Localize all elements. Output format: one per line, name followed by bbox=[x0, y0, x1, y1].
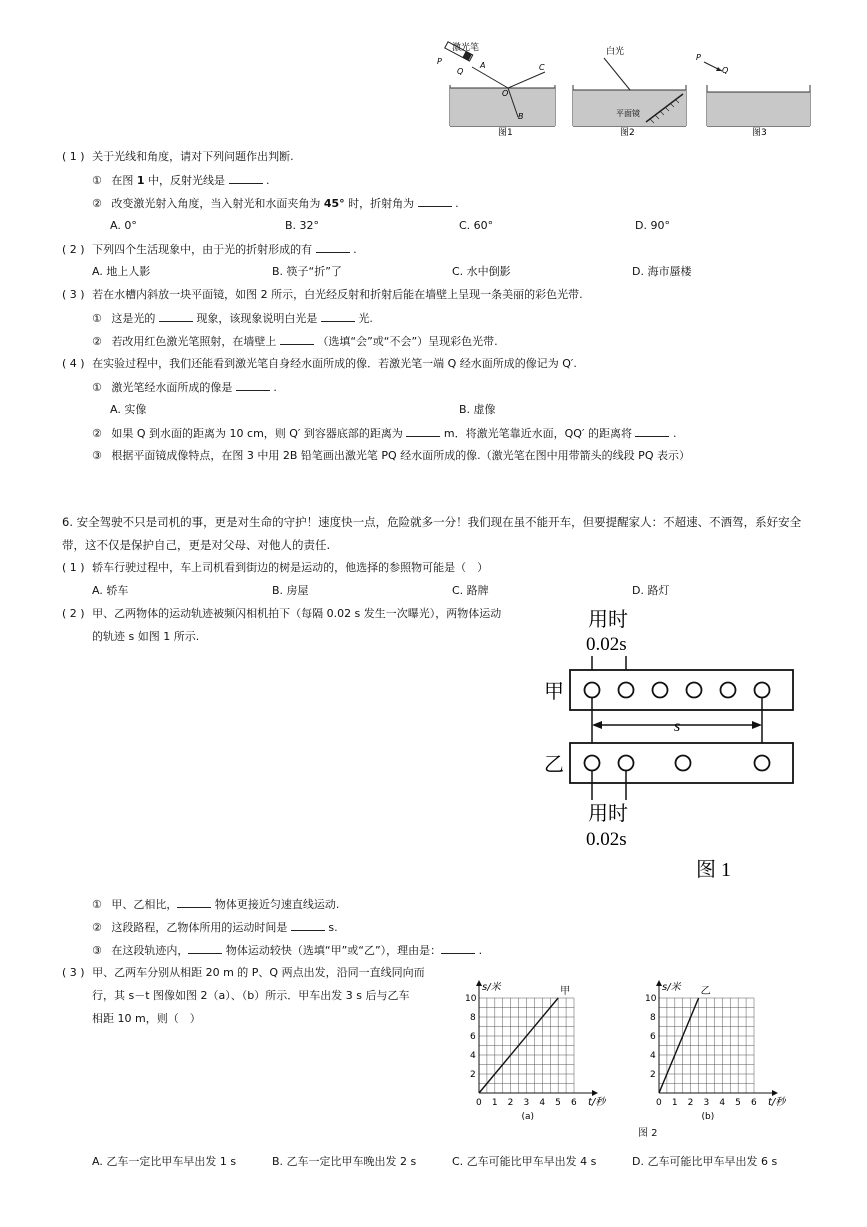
strobe-dot bbox=[755, 756, 770, 771]
answer-blank[interactable] bbox=[236, 380, 270, 391]
answer-blank[interactable] bbox=[159, 311, 193, 322]
answer-blank[interactable] bbox=[321, 311, 355, 322]
item-text: 中，反射光线是 bbox=[144, 174, 229, 187]
fig3-label-q: Q bbox=[722, 66, 729, 75]
sub-figure-label: (b) bbox=[701, 1112, 715, 1122]
row-label-yi: 乙 bbox=[544, 752, 564, 776]
q-light-part-2 bbox=[62, 242, 357, 257]
item-text: 现象，该现象说明白光是 bbox=[192, 312, 321, 325]
strobe-dot bbox=[755, 683, 770, 698]
item-bold: 1 bbox=[136, 174, 145, 187]
strobe-dot bbox=[619, 756, 634, 771]
item-text: 这是光的 bbox=[111, 312, 159, 325]
answer-blank[interactable] bbox=[418, 196, 452, 207]
x-tick-label: 1 bbox=[491, 1098, 498, 1108]
option-b[interactable]: B. 乙车一定比甲车晚出发 2 s bbox=[272, 1155, 417, 1168]
option-b[interactable]: B. 房屋 bbox=[272, 584, 309, 597]
option-b[interactable]: B. 虚像 bbox=[459, 403, 496, 416]
q6-intro-line-2: 带，这不仅是保护自己，更是对父母、对他人的责任. bbox=[62, 538, 331, 552]
item-number: ① bbox=[92, 898, 102, 911]
q6-part-2 bbox=[62, 607, 501, 621]
item-text: . bbox=[451, 197, 459, 210]
top-time-label: 用时 bbox=[588, 607, 628, 631]
bottom-time-label: 用时 bbox=[588, 801, 628, 825]
q-light-4-1 bbox=[92, 380, 277, 395]
series-label: 甲 bbox=[560, 986, 571, 997]
part-number: ( 2 ) bbox=[62, 243, 85, 256]
figure-3-tank bbox=[696, 40, 815, 138]
y-axis-label: s/米 bbox=[662, 982, 681, 993]
x-axis-label: t/秒 bbox=[588, 1097, 606, 1108]
part-number: ( 2 ) bbox=[62, 607, 85, 620]
fig1-label-b: B bbox=[518, 112, 524, 121]
item-text: 激光笔经水面所成的像是 bbox=[111, 381, 236, 394]
figure-2-caption: 图 2 bbox=[638, 1128, 658, 1139]
option-d[interactable]: D. 路灯 bbox=[632, 584, 670, 597]
fig2-light-label: 白光 bbox=[606, 47, 625, 57]
part-number: ( 1 ) bbox=[62, 561, 85, 574]
part-text: 关于光线和角度，请对下列问题作出判断. bbox=[92, 150, 294, 163]
strobe-dot bbox=[676, 756, 691, 771]
strobe-photo-figure bbox=[540, 600, 800, 885]
fig2-caption: 图2 bbox=[620, 128, 635, 138]
figure-1-water-tank bbox=[437, 40, 560, 138]
x-tick-label: 1 bbox=[671, 1098, 678, 1108]
y-tick-label: 8 bbox=[470, 1013, 476, 1023]
y-tick-label: 8 bbox=[650, 1013, 656, 1023]
item-text: . bbox=[669, 427, 677, 440]
fig1-label-q: Q bbox=[457, 67, 464, 76]
item-text: 在这段轨迹内， bbox=[111, 944, 189, 957]
x-axis-label: t/秒 bbox=[768, 1097, 786, 1108]
option-c[interactable]: C. 60° bbox=[459, 219, 494, 232]
bottom-interval-label: 0.02s bbox=[586, 829, 627, 850]
q-light-part-3 bbox=[62, 288, 583, 302]
top-interval-label: 0.02s bbox=[586, 634, 627, 655]
q6-2-2 bbox=[92, 920, 338, 935]
part-text: 若在水槽内斜放一块平面镜，如图 2 所示，白光经反射和折射后能在墙壁上呈现一条美丽的彩色光带. bbox=[92, 288, 583, 301]
fig1-label-a: A bbox=[480, 61, 486, 70]
x-tick-label: 4 bbox=[539, 1098, 546, 1108]
fig1-label-o: O bbox=[502, 89, 509, 98]
part-text: 下列四个生活现象中，由于光的折射形成的有 bbox=[92, 243, 316, 256]
q6-part-3-line-3: 相距 10 m，则（ ） bbox=[92, 1012, 201, 1025]
item-number: ② bbox=[92, 335, 102, 348]
item-text: 光. bbox=[354, 312, 373, 325]
part-number: ( 4 ) bbox=[62, 357, 85, 370]
item-text: 若改用红色激光笔照射，在墙壁上 bbox=[111, 335, 280, 348]
option-a[interactable]: A. 实像 bbox=[110, 403, 147, 416]
answer-blank[interactable] bbox=[188, 943, 222, 954]
part-text: . bbox=[349, 243, 357, 256]
figure-1-caption: 图 1 bbox=[696, 859, 731, 881]
q6-intro-line-1: 6. 安全驾驶不只是司机的事，更是对生命的守护！速度快一点，危险就多一分！我们现在虽不能开车，但要提醒家人：不超速、不酒驾，系好安全 bbox=[62, 515, 802, 529]
q6-part-3-line-2: 行，其 s－t 图像如图 2（a）、（b）所示．甲车出发 3 s 后与乙车 bbox=[92, 989, 410, 1002]
y-tick-label: 6 bbox=[650, 1032, 656, 1042]
q-light-3-1 bbox=[92, 311, 373, 326]
x-tick-label: 3 bbox=[523, 1098, 530, 1108]
option-a[interactable]: A. 地上人影 bbox=[92, 265, 151, 278]
y-tick-label: 4 bbox=[470, 1051, 476, 1061]
fig1-label-p: P bbox=[437, 57, 442, 66]
item-text: 在图 bbox=[111, 174, 137, 187]
item-text: 如果 Q 到水面的距离为 10 cm，则 Q′ 到容器底部的距离为 bbox=[111, 427, 407, 440]
option-a[interactable]: A. 乙车一定比甲车早出发 1 s bbox=[92, 1155, 237, 1168]
y-axis-label: s/米 bbox=[482, 982, 501, 993]
answer-blank[interactable] bbox=[291, 920, 325, 931]
x-axis-arrow bbox=[772, 1090, 778, 1096]
strobe-dot bbox=[585, 683, 600, 698]
item-text: （选填“会”或“不会”）呈现彩色光带. bbox=[313, 335, 498, 348]
y-tick-label: 6 bbox=[470, 1032, 476, 1042]
x-tick-label: 0 bbox=[656, 1098, 662, 1108]
fig3-caption: 图3 bbox=[752, 128, 767, 138]
x-tick-label: 6 bbox=[571, 1098, 577, 1108]
item-number: ② bbox=[92, 427, 102, 440]
item-number: ① bbox=[92, 381, 102, 394]
q-light-1-2 bbox=[92, 196, 459, 211]
x-tick-label: 5 bbox=[555, 1098, 561, 1108]
st-chart-b bbox=[632, 975, 797, 1123]
part-text: 甲、乙两物体的运动轨迹被频闪相机拍下（每隔 0.02 s 发生一次曝光），两物体运动 bbox=[92, 607, 502, 620]
option-c[interactable]: C. 乙车可能比甲车早出发 4 s bbox=[452, 1155, 597, 1168]
strobe-dot bbox=[585, 756, 600, 771]
item-number: ① bbox=[92, 174, 102, 187]
item-text: 甲、乙相比， bbox=[111, 898, 178, 911]
st-chart-a bbox=[452, 975, 617, 1123]
item-text: 根据平面镜成像特点，在图 3 中用 2B 铅笔画出激光笔 PQ 经水面所成的像.（激光笔在图中用带箭头的线段 PQ 表示） bbox=[111, 449, 690, 462]
item-text: 改变激光射入角度，当入射光和水面夹角为 bbox=[111, 197, 324, 210]
answer-blank[interactable] bbox=[177, 897, 211, 908]
x-tick-label: 2 bbox=[687, 1098, 694, 1108]
item-text: s. bbox=[324, 921, 338, 934]
option-a[interactable]: A. 轿车 bbox=[92, 584, 129, 597]
item-number: ① bbox=[92, 312, 102, 325]
answer-blank[interactable] bbox=[635, 426, 669, 437]
part-number: ( 3 ) bbox=[62, 966, 85, 979]
item-text: m．将激光笔靠近水面，QQ′ 的距离将 bbox=[440, 427, 636, 440]
item-number: ③ bbox=[92, 944, 102, 957]
x-tick-label: 0 bbox=[476, 1098, 482, 1108]
fig1-pen-label: 激光笔 bbox=[452, 43, 480, 53]
item-text: 时，折射角为 bbox=[344, 197, 418, 210]
q-light-3-2 bbox=[92, 334, 498, 349]
item-text: 物体更接近匀速直线运动. bbox=[211, 898, 340, 911]
sub-figure-label: (a) bbox=[521, 1112, 535, 1122]
item-number: ③ bbox=[92, 449, 102, 462]
item-text: . bbox=[475, 944, 483, 957]
strobe-dot bbox=[653, 683, 668, 698]
q6-part-2-line-2: 的轨迹 s 如图 1 所示. bbox=[92, 630, 200, 643]
item-number: ② bbox=[92, 197, 102, 210]
option-c[interactable]: C. 路牌 bbox=[452, 584, 489, 597]
fig1-caption: 图1 bbox=[498, 128, 513, 138]
part-text: 轿车行驶过程中，车上司机看到街边的树是运动的，他选择的参照物可能是（ ） bbox=[92, 561, 489, 574]
answer-blank[interactable] bbox=[280, 334, 314, 345]
q6-2-3 bbox=[92, 943, 482, 958]
strobe-dot bbox=[721, 683, 736, 698]
q6-part-3 bbox=[62, 966, 425, 980]
strobe-dot bbox=[687, 683, 702, 698]
y-tick-label: 10 bbox=[465, 994, 477, 1004]
item-text: . bbox=[262, 174, 270, 187]
item-text: 这段路程，乙物体所用的运动时间是 bbox=[111, 921, 291, 934]
answer-blank[interactable] bbox=[229, 173, 263, 184]
item-number: ② bbox=[92, 921, 102, 934]
part-number: ( 1 ) bbox=[62, 150, 85, 163]
answer-blank[interactable] bbox=[441, 943, 475, 954]
q-light-part-1 bbox=[62, 150, 294, 164]
x-tick-label: 5 bbox=[735, 1098, 741, 1108]
x-tick-label: 4 bbox=[719, 1098, 726, 1108]
fig1-label-c: C bbox=[539, 63, 545, 72]
item-text: 物体运动较快（选填“甲”或“乙”），理由是： bbox=[222, 944, 442, 957]
strobe-dot bbox=[619, 683, 634, 698]
y-tick-label: 4 bbox=[650, 1051, 656, 1061]
x-tick-label: 6 bbox=[751, 1098, 757, 1108]
distance-label-s: s bbox=[674, 718, 681, 735]
item-text: . bbox=[269, 381, 277, 394]
q-light-1-1 bbox=[92, 173, 270, 188]
series-label: 乙 bbox=[700, 986, 711, 997]
item-bold: 45° bbox=[323, 197, 345, 210]
y-tick-label: 10 bbox=[645, 994, 657, 1004]
q-light-part-4 bbox=[62, 357, 577, 371]
fig3-label-p: P bbox=[696, 53, 701, 62]
answer-blank[interactable] bbox=[316, 242, 350, 253]
part-number: ( 3 ) bbox=[62, 288, 85, 301]
x-tick-label: 2 bbox=[507, 1098, 514, 1108]
option-a[interactable]: A. 0° bbox=[110, 219, 137, 232]
part-text: 甲、乙两车分别从相距 20 m 的 P、Q 两点出发，沿同一直线同向而 bbox=[92, 966, 425, 979]
option-d[interactable]: D. 海市蜃楼 bbox=[632, 265, 692, 278]
fig2-mirror-label: 平面镜 bbox=[616, 109, 640, 118]
y-tick-label: 2 bbox=[470, 1070, 476, 1080]
option-b[interactable]: B. 32° bbox=[285, 219, 320, 232]
option-b[interactable]: B. 筷子“折”了 bbox=[272, 265, 342, 278]
part-text: 在实验过程中，我们还能看到激光笔自身经水面所成的像．若激光笔一端 Q 经水面所成的像记为 Q′. bbox=[92, 357, 577, 370]
x-tick-label: 3 bbox=[703, 1098, 710, 1108]
y-tick-label: 2 bbox=[650, 1070, 656, 1080]
answer-blank[interactable] bbox=[406, 426, 440, 437]
option-d[interactable]: D. 90° bbox=[635, 219, 670, 232]
q-light-4-2 bbox=[92, 426, 676, 441]
option-c[interactable]: C. 水中倒影 bbox=[452, 265, 511, 278]
x-axis-arrow bbox=[592, 1090, 598, 1096]
figure-2-mirror-tank bbox=[568, 40, 693, 138]
q6-part-1 bbox=[62, 561, 488, 575]
row-label-jia: 甲 bbox=[544, 679, 564, 703]
q-light-4-3 bbox=[92, 449, 690, 463]
option-d[interactable]: D. 乙车可能比甲车早出发 6 s bbox=[632, 1155, 778, 1168]
q6-2-1 bbox=[92, 897, 339, 912]
